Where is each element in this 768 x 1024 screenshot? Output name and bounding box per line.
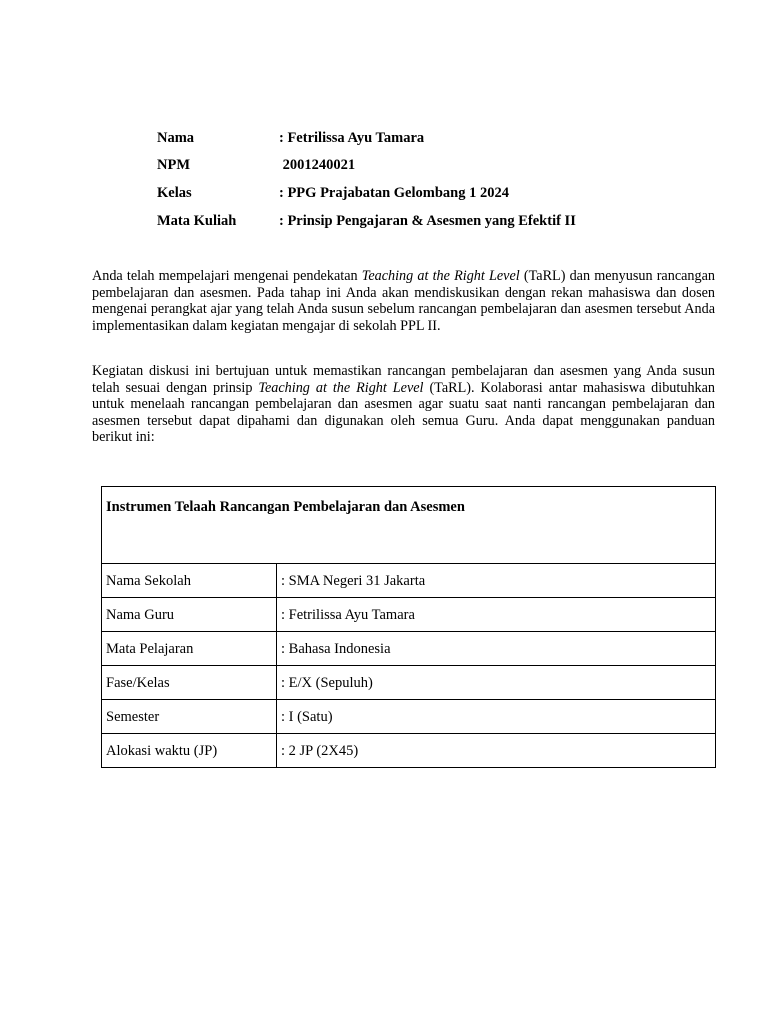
table-cell-value: : E/X (Sepuluh) (277, 666, 716, 700)
table-cell-label: Mata Pelajaran (102, 632, 277, 666)
info-label: NPM (157, 157, 191, 173)
info-value: : Prinsip Pengajaran & Asesmen yang Efektif II (279, 213, 576, 229)
info-label: Kelas (157, 185, 192, 201)
purpose-paragraph (92, 363, 715, 446)
paragraph-italic-term: Teaching at the Right Level (361, 268, 520, 284)
instrument-table (101, 486, 716, 768)
table-cell-label: Fase/Kelas (102, 666, 277, 700)
table-row (102, 700, 716, 734)
table-cell-value: : SMA Negeri 31 Jakarta (277, 564, 716, 598)
table-cell-label: Alokasi waktu (JP) (102, 734, 277, 768)
table-cell-label: Semester (102, 700, 277, 734)
info-label: Nama (157, 130, 195, 146)
table-cell-label: Nama Guru (102, 598, 277, 632)
table-title-row (102, 487, 716, 564)
info-value: 2001240021 (279, 157, 356, 173)
table-cell-value: : 2 JP (2X45) (277, 734, 716, 768)
info-value: : PPG Prajabatan Gelombang 1 2024 (279, 185, 509, 201)
table-row (102, 666, 716, 700)
info-label: Mata Kuliah (157, 213, 237, 229)
table-cell-value: : I (Satu) (277, 700, 716, 734)
intro-paragraph (92, 268, 715, 334)
table-row (102, 632, 716, 666)
table-row (102, 734, 716, 768)
paragraph-text: (TaRL). Kolaborasi antar mahasiswa dibutuhkan untuk menelaah rancangan pembelajaran dan asesmen agar suatu saat nanti rancangan pembelajaran dan asesmen tersebut dapat dipahami dan digunakan oleh semua Guru. Anda dapat menggunakan panduan berikut ini: (92, 379, 716, 446)
paragraph-text: (TaRL) dan menyusun rancangan pembelajaran dan asesmen. Pada tahap ini Anda akan mendiskusikan dengan rekan mahasiswa dan dosen mengenai perangkat ajar yang telah Anda susun sebelum rancangan pembelajaran dan asesmen tersebut Anda implementasikan dalam kegiatan mengajar di sekolah PPL II. (92, 268, 715, 334)
paragraph-text: Anda telah mempelajari mengenai pendekatan (92, 268, 362, 284)
table-row (102, 564, 716, 598)
paragraph-italic-term: Teaching at the Right Level (258, 379, 424, 396)
table-title: Instrumen Telaah Rancangan Pembelajaran dan Asesmen (102, 487, 716, 564)
table-cell-label: Nama Sekolah (102, 564, 277, 598)
table-cell-value: : Fetrilissa Ayu Tamara (277, 598, 716, 632)
table-cell-value: : Bahasa Indonesia (277, 632, 716, 666)
paragraph-text: Kegiatan diskusi ini bertujuan untuk memastikan rancangan pembelajaran dan asesmen yang Anda susun telah sesuai dengan prinsip (92, 363, 715, 396)
table-row (102, 598, 716, 632)
info-value: : Fetrilissa Ayu Tamara (279, 130, 425, 146)
